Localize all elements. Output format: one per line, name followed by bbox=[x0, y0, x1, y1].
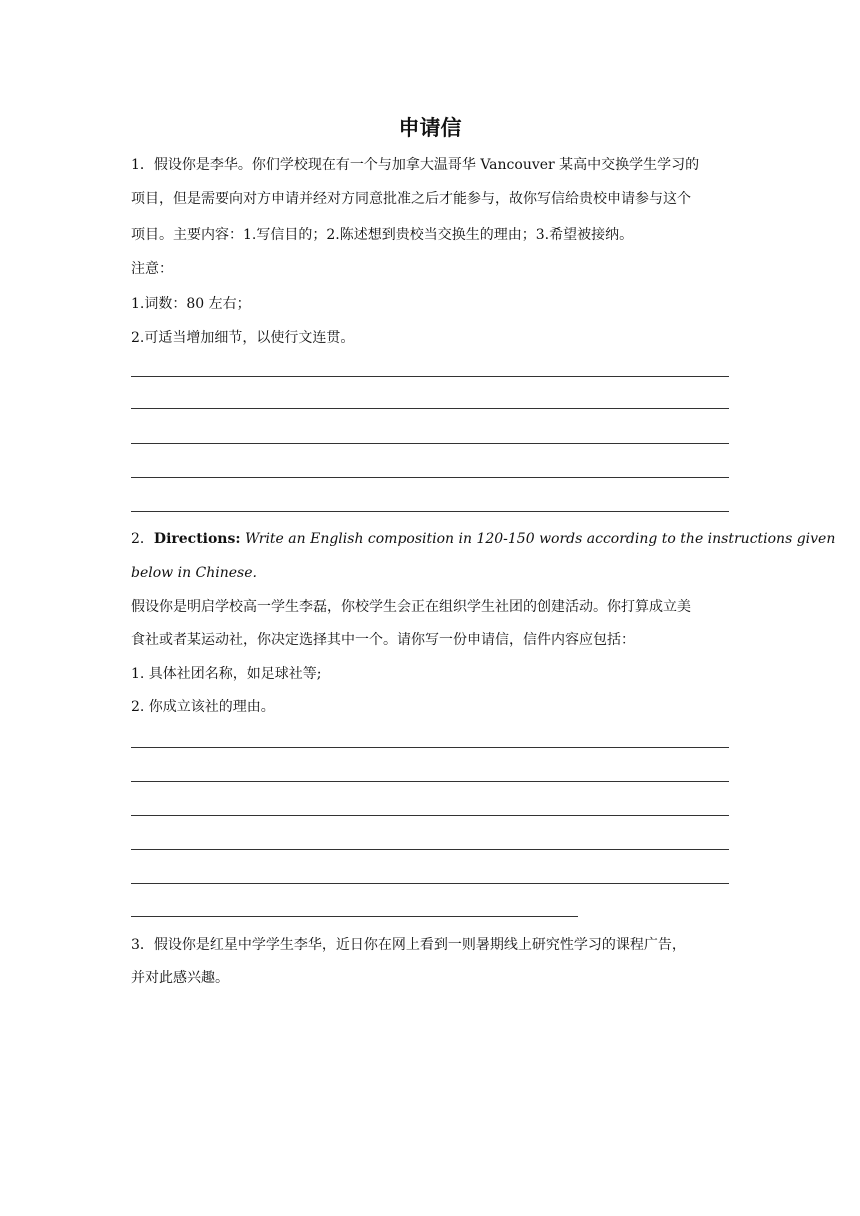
q3-line-2: 并对此感兴趣。 bbox=[131, 970, 229, 986]
answer-line bbox=[131, 916, 578, 917]
answer-line bbox=[131, 815, 729, 816]
q3-line-1: 3．假设你是红星中学学生李华，近日你在网上看到一则暑期线上研究性学习的课程广告， bbox=[131, 937, 686, 953]
q2-line-1: 假设你是明启学校高一学生李磊，你校学生会正在组织学生社团的创建活动。你打算成立美 bbox=[131, 599, 691, 615]
answer-line bbox=[131, 781, 729, 782]
answer-line bbox=[131, 849, 729, 850]
q1-note-1: 1.词数：80 左右； bbox=[131, 296, 251, 312]
answer-line bbox=[131, 443, 729, 444]
answer-line bbox=[131, 408, 729, 409]
q2-item-2: 2. 你成立该社的理由。 bbox=[131, 699, 275, 715]
q1-line-2: 项目，但是需要向对方申请并经对方同意批准之后才能参与，故你写信给贵校申请参与这个 bbox=[131, 191, 691, 207]
q2-directions-line-1 bbox=[131, 529, 835, 549]
q2-directions-label: Directions: bbox=[153, 531, 241, 547]
answer-line bbox=[131, 511, 729, 512]
q1-line-3: 项目。主要内容：1.写信目的；2.陈述想到贵校当交换生的理由；3.希望被接纳。 bbox=[131, 227, 634, 243]
q2-directions-line-2 bbox=[131, 563, 257, 583]
q2-line-2: 食社或者某运动社，你决定选择其中一个。请你写一份申请信，信件内容应包括： bbox=[131, 632, 635, 648]
answer-line bbox=[131, 883, 729, 884]
answer-line bbox=[131, 477, 729, 478]
q1-note-2: 2.可适当增加细节，以使行文连贯。 bbox=[131, 330, 355, 346]
page-title: 申请信 bbox=[398, 116, 462, 140]
answer-line bbox=[131, 747, 729, 748]
answer-line bbox=[131, 376, 729, 377]
q1-note-label: 注意： bbox=[131, 261, 173, 277]
q1-line-1: 1．假设你是李华。你们学校现在有一个与加拿大温哥华 Vancouver 某高中交换学生学习的 bbox=[131, 157, 700, 173]
q2-directions-text-2: below in Chinese. bbox=[131, 565, 257, 581]
q2-number: 2． bbox=[131, 531, 154, 547]
q2-item-1: 1. 具体社团名称，如足球社等; bbox=[131, 666, 322, 682]
q2-directions-text-1: Write an English composition in 120-150 words according to the instructions given bbox=[240, 531, 836, 547]
